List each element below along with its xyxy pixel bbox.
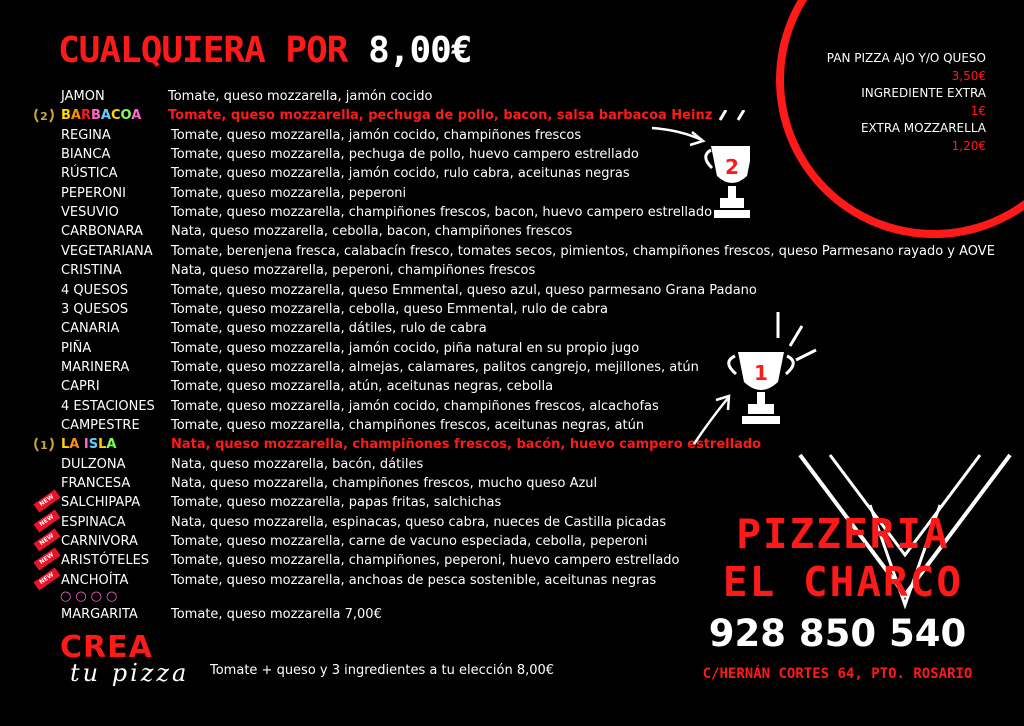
trophy-rank-1: 1 bbox=[754, 361, 768, 385]
pizza-name: PIÑA bbox=[61, 340, 92, 356]
pizza-name: MARGARITA bbox=[61, 607, 138, 622]
new-badge: NEW bbox=[33, 548, 60, 571]
crea-description: Tomate + queso y 3 ingredientes a tu elección 8,00€ bbox=[210, 663, 555, 678]
pizza-name: CARNIVORA bbox=[61, 534, 138, 550]
rank-number: 1 bbox=[40, 439, 48, 453]
trophy-rank-2: 2 bbox=[725, 155, 739, 179]
pizza-name: 3 QUESOS bbox=[61, 301, 129, 317]
extra-label: EXTRA MOZZARELLA bbox=[860, 121, 986, 135]
extra-label: PAN PIZZA AJO Y/O QUESO bbox=[826, 51, 986, 65]
pizza-name: CAPRI bbox=[61, 379, 100, 395]
laurel-rank-icon bbox=[33, 436, 55, 453]
pizza-description: Tomate, queso mozzarella 7,00€ bbox=[171, 607, 382, 622]
pizza-description: Tomate, queso mozzarella, pechuga de pollo, huevo campero estrellado bbox=[171, 147, 639, 163]
pizza-name: REGINA bbox=[61, 127, 111, 143]
sparkle-line bbox=[720, 110, 726, 120]
pizza-description: Tomate, queso mozzarella, jamón cocido, champiñones frescos, alcachofas bbox=[171, 398, 659, 414]
pizza-description: Tomate, berenjena fresca, calabacín fresco, tomates secos, pimientos, champiñones frescos, queso Parmesano rayado y AOVE bbox=[171, 243, 995, 259]
new-badge: NEW bbox=[33, 490, 60, 513]
pizza-name: JAMON bbox=[61, 89, 105, 104]
pizza-name: CRISTINA bbox=[61, 263, 122, 279]
pizza-description: Tomate, queso mozzarella, jamón cocido, rulo cabra, aceitunas negras bbox=[171, 166, 630, 182]
sparkle-line bbox=[796, 350, 816, 360]
new-badge: NEW bbox=[33, 528, 60, 551]
pizza-description: Tomate, queso mozzarella, champiñones frescos, aceitunas negras, atún bbox=[171, 417, 645, 433]
pizza-description: Tomate, queso mozzarella, queso Emmental, queso azul, queso parmesano Grana Padano bbox=[171, 282, 757, 298]
pizza-name: BIANCA bbox=[61, 147, 111, 163]
pizza-description: Tomate, queso mozzarella, dátiles, rulo de cabra bbox=[171, 321, 487, 337]
address: C/HERNÁN CORTES 64, PTO. ROSARIO bbox=[702, 666, 973, 682]
pizza-description: Nata, queso mozzarella, champiñones frescos, mucho queso Azul bbox=[171, 476, 598, 491]
pizza-name: LA ISLA bbox=[61, 437, 117, 453]
pizza-name: CARBONARA bbox=[61, 224, 143, 240]
pizza-name: ARISTÓTELES bbox=[61, 553, 150, 569]
crea-subtitle: tu pizza bbox=[70, 659, 190, 687]
pizza-description: Tomate, queso mozzarella, pechuga de pollo, bacon, salsa barbacoa Heinz bbox=[168, 108, 713, 124]
pizza-description: Nata, queso mozzarella, bacón, dátiles bbox=[171, 456, 424, 472]
pizza-description: Tomate, queso mozzarella, jamón cocido, champiñones frescos bbox=[171, 127, 582, 143]
pizza-name: SALCHIPAPA bbox=[61, 495, 141, 511]
pizza-description: Nata, queso mozzarella, espinacas, queso cabra, nueces de Castilla picadas bbox=[171, 514, 667, 530]
pizza-description: Tomate, queso mozzarella, jamón cocido, piña natural en su propio jugo bbox=[171, 340, 640, 356]
list-item bbox=[0, 605, 600, 624]
pizza-name: VEGETARIANA bbox=[61, 243, 153, 259]
pizza-description: Nata, queso mozzarella, cebolla, bacon, champiñones frescos bbox=[171, 224, 573, 240]
pizza-name: CANARIA bbox=[61, 321, 120, 337]
brand-name bbox=[688, 510, 998, 606]
pizza-description: Tomate, queso mozzarella, peperoni bbox=[171, 185, 407, 201]
pizza-name: CAMPESTRE bbox=[61, 417, 140, 433]
laurel-rank-icon bbox=[33, 107, 55, 124]
pizza-description: Nata, queso mozzarella, champiñones frescos, bacón, huevo campero estrellado bbox=[171, 437, 762, 453]
crea-title: CREA bbox=[60, 630, 153, 665]
title-price: 8,00€ bbox=[368, 30, 472, 71]
pizza-name: PEPERONI bbox=[61, 185, 126, 201]
brand-line-2: EL CHARCO bbox=[722, 558, 964, 606]
pizza-description: Tomate, queso mozzarella, almejas, calamares, palitos cangrejo, mejillones, atún bbox=[171, 359, 699, 375]
pizza-name: FRANCESA bbox=[61, 476, 131, 491]
pizza-description: Tomate, queso mozzarella, cebolla, queso Emmental, rulo de cabra bbox=[171, 301, 608, 317]
extras-list bbox=[827, 50, 986, 155]
decorative-dots: ○○○○ bbox=[60, 589, 122, 604]
pizza-description: Tomate, queso mozzarella, jamón cocido bbox=[168, 89, 433, 104]
new-badge: NEW bbox=[33, 509, 60, 532]
pizza-name: MARINERA bbox=[61, 359, 130, 375]
new-badge: NEW bbox=[33, 567, 60, 590]
pizza-name: RÚSTICA bbox=[61, 166, 118, 182]
extra-price: 1,20€ bbox=[951, 138, 986, 153]
pizza-name: ESPINACA bbox=[61, 514, 126, 530]
phone-number[interactable]: 928 850 540 bbox=[708, 612, 967, 655]
sparkle-line bbox=[790, 326, 802, 346]
brand-line-1: PIZZERIA bbox=[736, 510, 950, 558]
title-text: CUALQUIERA POR bbox=[58, 30, 348, 71]
rank-number: 2 bbox=[40, 110, 48, 124]
pizza-name: DULZONA bbox=[61, 456, 126, 472]
pizza-description: Tomate, queso mozzarella, atún, aceitunas negras, cebolla bbox=[171, 379, 554, 395]
trophy-1-graphic bbox=[680, 310, 830, 460]
pizza-name: ANCHOÍTA bbox=[61, 572, 129, 588]
pizza-name: VESUVIO bbox=[61, 205, 119, 221]
pizza-description: Tomate, queso mozzarella, champiñones frescos, bacon, huevo campero estrellado bbox=[171, 205, 713, 221]
pizza-name: BARBACOA bbox=[61, 108, 142, 124]
pizza-description: Tomate, queso mozzarella, carne de vacuno especiada, cebolla, peperoni bbox=[171, 534, 648, 550]
pizza-name: 4 QUESOS bbox=[61, 282, 129, 298]
pizza-name: 4 ESTACIONES bbox=[61, 398, 155, 414]
extra-price: 1€ bbox=[970, 103, 986, 118]
pizza-description: Nata, queso mozzarella, peperoni, champiñones frescos bbox=[171, 263, 536, 279]
arrow-icon bbox=[694, 398, 728, 444]
pizza-description: Tomate, queso mozzarella, papas fritas, salchichas bbox=[171, 495, 502, 511]
extra-price: 3,50€ bbox=[951, 68, 986, 83]
pizza-description: Tomate, queso mozzarella, anchoas de pesca sostenible, aceitunas negras bbox=[171, 572, 657, 588]
trophy-2-graphic bbox=[640, 110, 750, 230]
page-title bbox=[58, 30, 472, 71]
sparkle-line bbox=[738, 110, 744, 120]
extra-label: INGREDIENTE EXTRA bbox=[861, 86, 986, 100]
pizza-description: Tomate, queso mozzarella, champiñones, peperoni, huevo campero estrellado bbox=[171, 553, 680, 569]
